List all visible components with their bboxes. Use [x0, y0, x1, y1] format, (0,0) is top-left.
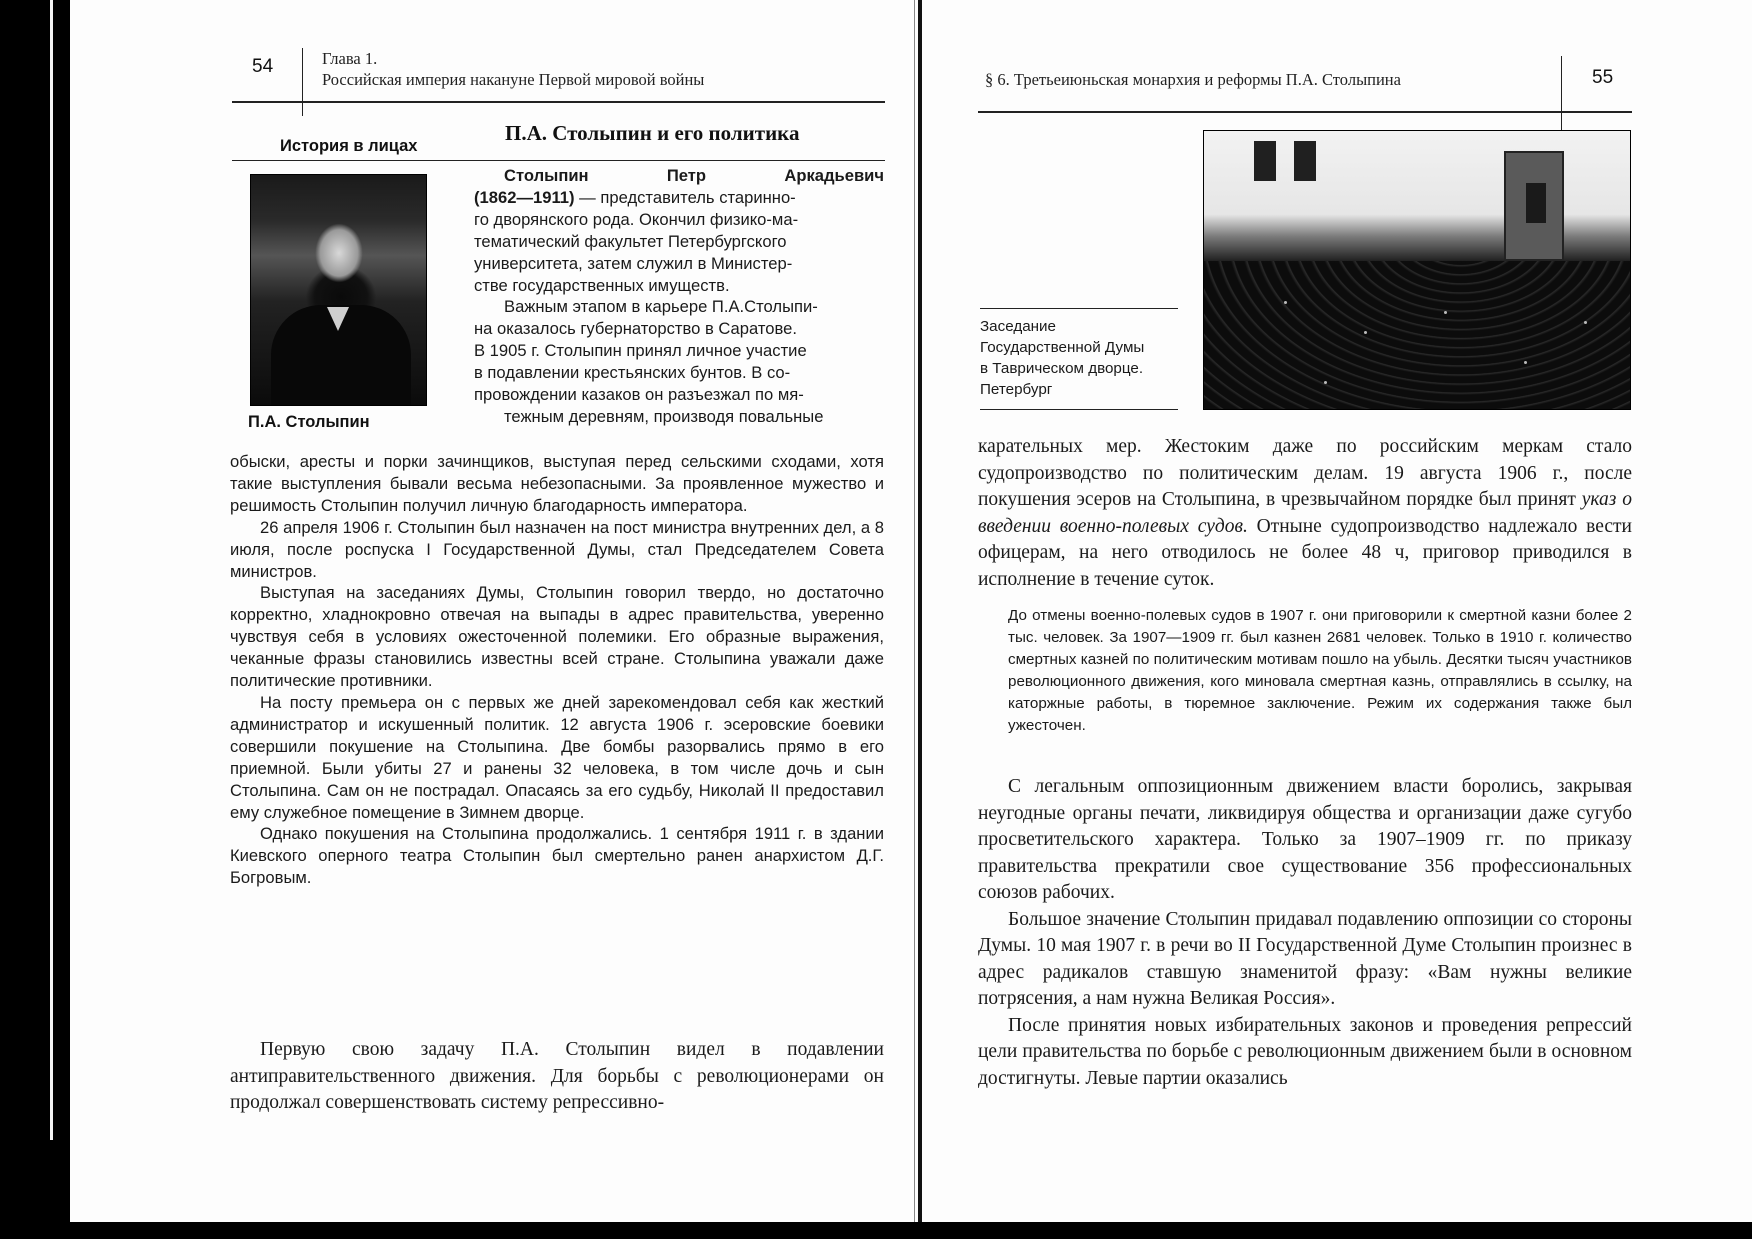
bio-name-line	[474, 165, 884, 187]
bio-line: провождении казаков он разъезжал по мя-	[474, 385, 804, 405]
caption-line: Заседание	[980, 318, 1056, 335]
page-number-left: 54	[252, 56, 274, 77]
portrait-caption: П.А. Столыпин	[248, 413, 370, 431]
body-paragraph: Большое значение Столыпин придавал подавлению оппозиции со стороны Думы. 10 мая 1907 г. в речи во II Государственной Думе Столыпин произнес в адрес радикалов ставшую знаменитой фразу: «Вам нужны великие потрясения, а нам нужна Великая Россия».	[978, 908, 1632, 1009]
photo-caption	[980, 316, 1180, 400]
running-head-right: § 6. Третьеиюньская монархия и реформы П.А. Столыпина	[985, 70, 1401, 89]
scan-bottom-edge	[0, 1222, 1752, 1239]
body-paragraph: Первую свою задачу П.А. Столыпин видел в подавлении антиправительственного движения. Для борьбы с революционерами он продолжал совершенствовать систему репрессивно-	[230, 1039, 884, 1113]
bio-name-3: Аркадьевич	[784, 166, 884, 185]
photo-presidium	[1504, 151, 1564, 261]
bio-line	[474, 187, 884, 209]
photo-detail	[1584, 321, 1587, 324]
body-paragraph: После принятия новых избирательных законов и проведения репрессий цели правительства по борьбе с революционным движением были в основном достигнуты. Левые партии оказались	[978, 1014, 1632, 1089]
body-text: Отныне судопроизводство надлежало вести офицерам, на него отводилось не более 48 ч, приговор приводился в исполнение в течение суток.	[978, 515, 1632, 590]
bio-paragraph: Однако покушения на Столыпина продолжались. 1 сентября 1911 г. в здании Киевского оперного театра Столыпин был смертельно ранен анархистом Д.Г. Богровым.	[230, 824, 884, 888]
bio-paragraph: На посту премьера он с первых же дней зарекомендовал себя как жесткий администратор и искушенный политик. 12 августа 1906 г. эсеровские боевики совершили покушение на Столыпина. Две бомбы разорвались прямо в его приемной. Были убиты 27 и ранены 32 человека, в том числе дочь и сын Столыпина. Сам он не пострадал. Опасаясь за его судьбу, Николай II предоставил ему служебное помещение в Зимнем дворце.	[230, 692, 884, 822]
photo-detail	[1364, 331, 1367, 334]
caption-rule-bottom	[980, 409, 1178, 410]
body-paragraph	[978, 434, 1632, 593]
header-rule-left	[232, 101, 885, 103]
bio-wide-column	[230, 451, 884, 889]
main-text-left	[230, 1037, 884, 1117]
bio-name: Столыпин	[504, 166, 589, 185]
main-text-right-top	[978, 434, 1632, 593]
italic-term: указ о введении военно-полевых судов.	[978, 489, 1632, 537]
bio-line: В 1905 г. Столыпин принял личное участие	[474, 341, 807, 361]
header-rule-right	[978, 111, 1632, 113]
photo-deputies-rows	[1204, 261, 1631, 410]
bio-years: (1862—1911)	[474, 187, 575, 207]
photo-detail	[1524, 361, 1527, 364]
body-paragraph: С легальным оппозиционным движением власти боролись, закрывая неугодные органы печати, ликвидируя общества и организации даже сугубо просветительского характера. Только за 1907–1909 гг. по приказу правительства прекратили свое существование 356 профессиональных союзов рабочих.	[978, 776, 1632, 903]
chapter-title: Российская империя накануне Первой мировой войны	[322, 70, 705, 89]
rubric-rule	[232, 160, 885, 161]
bio-name-2: Петр	[666, 166, 707, 185]
duma-session-photo	[1203, 130, 1631, 410]
caption-rule-top	[980, 308, 1178, 309]
scan-edge	[50, 0, 53, 1140]
page-number-right: 55	[1592, 67, 1614, 88]
header-vertical-rule-right	[1561, 56, 1562, 140]
bio-paragraph: Выступая на заседаниях Думы, Столыпин говорил твердо, но достаточно корректно, хладнокровно отвечая на выпады в адрес правительства, уверенно чувствуя себя в условиях ожесточенной полемики. Его образные выражения, чеканные фразы становились известны всей стране. Столыпина уважали даже политические противники.	[230, 583, 884, 691]
section-title: П.А. Столыпин и его политика	[505, 121, 800, 145]
bio-line: стве государственных имуществ.	[474, 275, 730, 295]
caption-line: в Таврическом дворце.	[980, 360, 1144, 377]
body-text: карательных мер. Жестоким даже по российским меркам стало судопроизводство по политическим делам. 19 августа 1906 г., после покушения эсеров на Столыпина, в чрезвычайном порядке был принят	[978, 436, 1632, 510]
bio-text: — представитель старинно-	[574, 187, 796, 207]
photo-detail	[1284, 301, 1287, 304]
bio-line: тежным деревням, производя повальные	[504, 406, 824, 426]
bio-paragraph: обыски, аресты и порки зачинщиков, выступая перед сельскими сходами, хотя такие выступления бывали весьма небезопасными. За проявленное мужество и решимость Столыпин получил личную благодарность императора.	[230, 452, 884, 515]
bio-line: университета, затем служил в Министер-	[474, 253, 793, 273]
photo-window	[1254, 141, 1276, 181]
note-block: До отмены военно-полевых судов в 1907 г. они приговорили к смертной казни более 2 тыс. человек. За 1907—1909 гг. был казнен 2681 человек. Только в 1910 г. количество смертных казней по политическим мотивам пошло на убыль. Десятки тысяч участников революционного движения, кого миновала смертная казнь, отправлялись в ссылку, на каторжные работы, в тюремное заключение. Режим их содержания также был ужесточен.	[1008, 607, 1632, 734]
gutter-shadow	[914, 0, 915, 1225]
photo-detail	[1444, 311, 1447, 314]
bio-paragraph: 26 апреля 1906 г. Столыпин был назначен на пост министра внутренних дел, а 8 июля, после роспуска I Государственной Думы, стал Председателем Совета министров.	[230, 517, 884, 581]
chapter-number: Глава 1.	[322, 49, 378, 68]
photo-window	[1294, 141, 1316, 181]
bio-line: на оказалось губернаторство в Саратове.	[474, 319, 797, 339]
bio-narrow-column	[474, 165, 884, 428]
bio-line: го дворянского рода. Окончил физико-ма-	[474, 209, 799, 229]
main-text-right-bottom	[978, 774, 1632, 1092]
caption-line: Петербург	[980, 381, 1053, 398]
running-head-left	[322, 48, 822, 90]
header-vertical-rule	[302, 48, 303, 116]
stolypin-portrait-photo	[250, 174, 427, 406]
bio-line: в подавлении крестьянских бунтов. В со-	[474, 363, 791, 383]
bio-line: Важным этапом в карьере П.А.Столыпи-	[504, 297, 818, 317]
bio-line: тематический факультет Петербургского	[474, 231, 787, 251]
rubric-history-in-faces: История в лицах	[280, 137, 418, 155]
caption-line: Государственной Думы	[980, 339, 1145, 356]
photo-detail	[1324, 381, 1327, 384]
